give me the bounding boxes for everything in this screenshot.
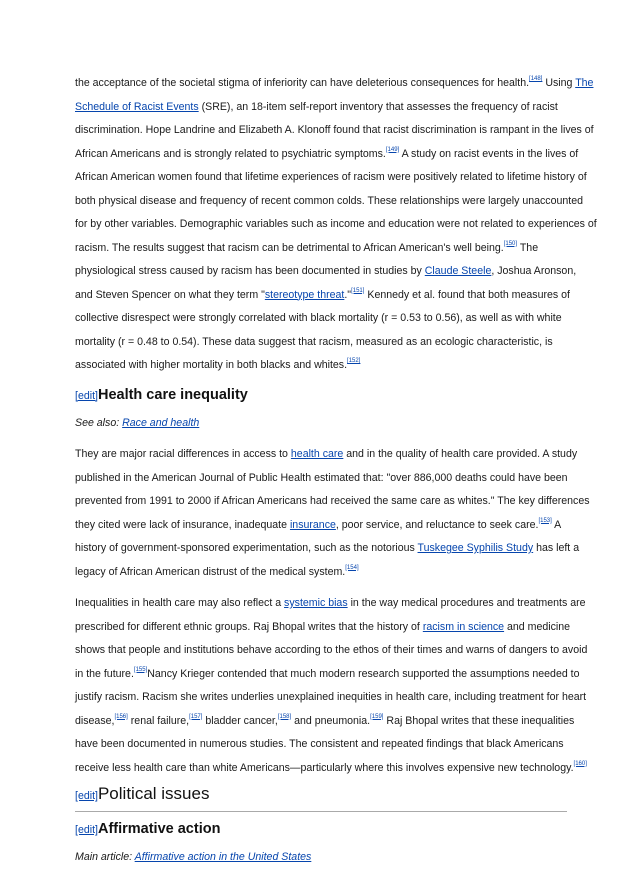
citation-link[interactable]: [160] bbox=[573, 760, 587, 767]
text-line: discrimination. Hope Landrine and Elizabeth A. Klonoff found that racist discrimination is rampant in the lives of bbox=[75, 124, 594, 136]
link-health-care[interactable]: health care bbox=[290, 448, 344, 460]
document-page bbox=[75, 72, 597, 870]
citation-link[interactable]: [158] bbox=[277, 713, 292, 720]
link-claude-steele[interactable]: Claude Steele bbox=[424, 265, 492, 277]
link-schedule-of-racist-events[interactable]: The bbox=[575, 77, 594, 89]
text-line: Schedule of Racist Events (SRE), an 18-item self-report inventory that assesses the frequency of racist bbox=[75, 100, 558, 113]
text-line: disease,[156] renal failure,[157] bladder cancer,[158] and pneumonia.[159] Raj Bhopal writes that these inequalities bbox=[75, 713, 575, 727]
section-heading-health-care-inequality bbox=[75, 386, 567, 412]
citation-link[interactable]: [157] bbox=[189, 713, 203, 720]
edit-link[interactable]: [edit] bbox=[75, 790, 98, 802]
citation-link[interactable]: [155] bbox=[133, 666, 148, 673]
text-line: published in the American Journal of Public Health estimated that: "over 886,000 deaths could have been bbox=[75, 471, 568, 484]
edit-link[interactable]: [edit] bbox=[75, 389, 98, 402]
citation-link[interactable]: [153] bbox=[538, 517, 552, 524]
paragraph-systemic-bias bbox=[75, 592, 588, 780]
text-line: Inequalities in health care may also reflect a systemic bias in the way medical procedures and treatments are bbox=[75, 597, 586, 609]
text-line: mortality (r = 0.48 to 0.54). These data suggest that racism, measured as an ecologic characteristic, is bbox=[75, 335, 553, 348]
link-race-and-health[interactable]: Race and health bbox=[122, 416, 200, 429]
edit-link[interactable]: [edit] bbox=[75, 824, 98, 836]
section-heading-political-issues bbox=[75, 784, 567, 812]
text-line: receive less health care than white Americans—particularly where this involves expensive new technology.[160] bbox=[75, 760, 587, 774]
citation-link[interactable]: [156] bbox=[114, 713, 128, 720]
citation-link[interactable]: [151] bbox=[351, 287, 365, 294]
text-line: They are major racial differences in access to health care and in the quality of health care provided. A study bbox=[75, 448, 578, 460]
link-tuskegee-syphilis-study[interactable]: Tuskegee Syphilis Study bbox=[417, 542, 534, 554]
citation-link[interactable]: [159] bbox=[370, 713, 384, 720]
link-racism-in-science[interactable]: racism in science bbox=[422, 620, 505, 633]
citation-link[interactable]: [154] bbox=[345, 564, 359, 571]
text-line: prescribed for different ethnic groups. Raj Bhopal writes that the history of racism in science and medicine bbox=[75, 620, 571, 633]
heading-title: Affirmative action bbox=[97, 821, 221, 837]
text-line: shows that people and institutions behave according to the ethos of their times and warns of dangers to avoid bbox=[75, 644, 588, 656]
text-line: history of government-sponsored experimentation, such as the notorious Tuskegee Syphilis Study has left a bbox=[75, 542, 580, 554]
link-insurance[interactable]: insurance bbox=[289, 518, 336, 531]
link-schedule-of-racist-events[interactable]: Schedule of Racist Events bbox=[75, 100, 199, 113]
citation-link[interactable]: [148] bbox=[529, 76, 543, 82]
text-line: have been documented in numerous studies. The consistent and repeated findings that black Americans bbox=[75, 738, 564, 750]
text-line: the acceptance of the societal stigma of inferiority can have deleterious consequences for health.[148] Using The bbox=[75, 76, 594, 89]
citation-link[interactable]: [149] bbox=[385, 146, 400, 153]
citation-link[interactable]: [150] bbox=[503, 240, 518, 247]
text-line: physiological stress caused by racism has been documented in studies by Claude Steele, Joshua Aronson, bbox=[75, 265, 577, 277]
text-line: legacy of African American distrust of the medical system.[154] bbox=[75, 564, 359, 578]
text-line: for by other variables. Demographic variables such as income and education were not related to experiences of bbox=[75, 218, 597, 230]
text-line: both physical disease and frequency of recent common colds. These relationships were largely unaccounted bbox=[75, 194, 584, 207]
text-line: racism. The results suggest that racism can be detrimental to African American's well being.[150] The bbox=[75, 240, 539, 254]
text-line: in the future.[155]Nancy Krieger contended that much modern research supported the assumptions needed to bbox=[75, 666, 580, 680]
text-line: they cited were lack of insurance, inadequate insurance, poor service, and reluctance to seek care.[153] A bbox=[75, 517, 562, 531]
text-line: African Americans and is strongly related to psychiatric symptoms.[149] A study on racist events in the lives of bbox=[75, 146, 579, 160]
link-systemic-bias[interactable]: systemic bias bbox=[284, 597, 348, 609]
see-also-note: See also: Race and health bbox=[75, 416, 200, 429]
main-article-note: Main article: Affirmative action in the United States bbox=[75, 851, 312, 863]
heading-title: Health care inequality bbox=[97, 386, 248, 403]
link-stereotype-threat[interactable]: stereotype threat bbox=[264, 288, 345, 301]
text-line: and Steven Spencer on what they term "stereotype threat."[151] Kennedy et al. found that both measures of bbox=[75, 287, 570, 301]
text-line: prevented from 1991 to 2000 if African Americans had received the same care as whites." The key differences bbox=[75, 495, 590, 507]
text-line: justify racism. Racism she writes underlies unexplained inequities in health care, including treatment for heart bbox=[75, 691, 587, 703]
text-line: associated with higher mortality in both blacks and whites.[152] bbox=[75, 358, 361, 371]
citation-link[interactable]: [152] bbox=[347, 358, 361, 364]
link-affirmative-action-us[interactable]: Affirmative action in the United States bbox=[134, 851, 312, 863]
paragraph-access-to-care bbox=[75, 443, 590, 584]
text-line: collective disrespect were strongly correlated with black mortality (r = 0.53 to 0.56), as well as with white bbox=[75, 312, 562, 324]
heading-title: Political issues bbox=[97, 784, 210, 803]
section-heading-affirmative-action bbox=[75, 820, 567, 846]
paragraph-racism-health bbox=[75, 72, 597, 378]
text-line: African American women found that lifetime experiences of racism were positively related to lifetime history of bbox=[75, 171, 587, 183]
